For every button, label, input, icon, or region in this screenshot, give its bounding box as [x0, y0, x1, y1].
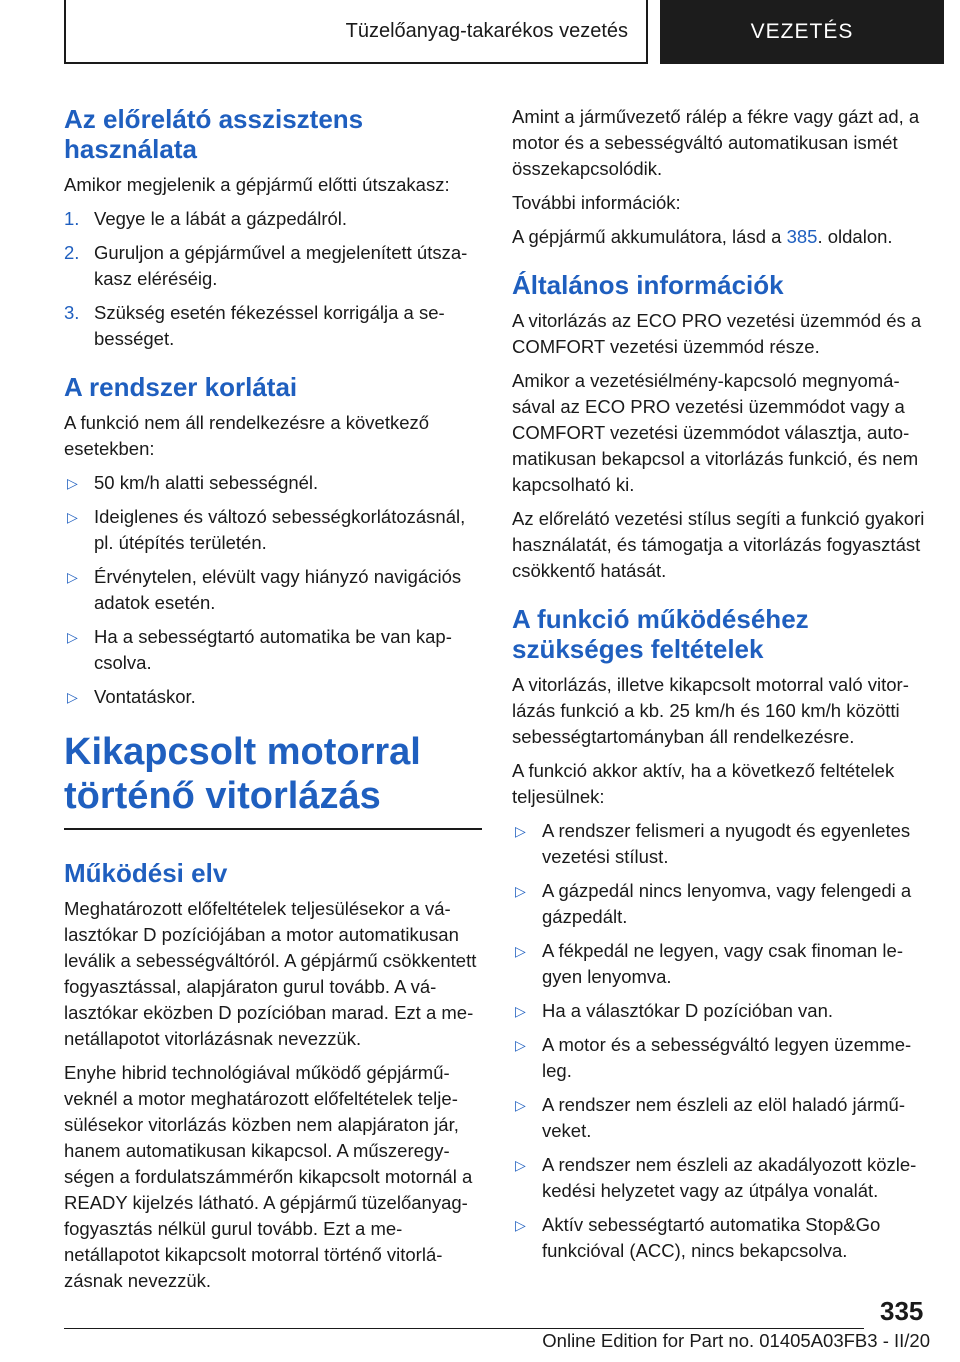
step-list: [64, 206, 482, 352]
list-item: [64, 624, 482, 676]
triangle-right-icon: ▷: [67, 475, 78, 491]
section-heading: A rendszer korlátai: [64, 372, 298, 402]
list-item: [64, 300, 482, 352]
paragraph: A vitorlázás az ECO PRO vezetési üzemmód és a COMFORT vezetési üzemmód része.: [512, 310, 922, 357]
list-item: [64, 206, 482, 232]
paragraph: Enyhe hibrid technológiával működő gépjárműveknél a motor meghatározott előfeltételek teljesülésekor vitorlázás közben nem alapjáraton jár, hanem automatikusan kikapcsol. A műszeregységen a fordulatszámmérőn kikapcsolt motornál a READY kijelzés látható. A gépjármű tüzelőanyag-fogyasztás nélkül gurul tovább. Ezt a menetállapotot kikapcsolt motorral történő vitorlázásnak nevezzük.: [64, 1062, 473, 1291]
chapter-tab-label: VEZETÉS: [750, 20, 854, 43]
list-item: [64, 470, 482, 496]
footer-divider: [64, 1328, 864, 1329]
triangle-right-icon: ▷: [67, 509, 78, 525]
list-item: [512, 878, 932, 930]
bullet-list: [64, 470, 482, 710]
section-heading: Működési elv: [64, 858, 228, 888]
list-text: 50 km/h alatti sebességnél.: [94, 472, 319, 493]
list-text: Aktív sebességtartó automatika Stop&Go funkcióval (ACC), nincs bekapcsolva.: [542, 1214, 881, 1261]
list-item: [512, 1092, 932, 1144]
list-item: [512, 1032, 932, 1084]
paragraph: Az előrelátó vezetési stílus segíti a funkció gyakori használatát, és támogatja a vitorlázás fogyasztást csökkentő hatását.: [512, 508, 925, 581]
section-heading: Általános információk: [512, 270, 784, 300]
triangle-right-icon: ▷: [515, 943, 526, 959]
page-number: 335: [880, 1296, 924, 1326]
section-heading: Az előrelátó asszisztens használata: [64, 104, 364, 164]
right-column: [512, 104, 932, 1272]
list-text: Ha a választókar D pozícióban van.: [542, 1000, 834, 1021]
triangle-right-icon: ▷: [515, 1217, 526, 1233]
list-text: A motor és a sebességváltó legyen üzemmeleg.: [542, 1034, 912, 1081]
list-text: A rendszer nem észleli az elöl haladó járműveket.: [542, 1094, 905, 1141]
chapter-tab: [660, 0, 944, 64]
triangle-right-icon: ▷: [515, 883, 526, 899]
list-item: [512, 938, 932, 990]
triangle-right-icon: ▷: [67, 569, 78, 585]
step-text: Guruljon a gépjárművel a megjelenített útszakasz eléréséig.: [94, 242, 468, 289]
paragraph: Meghatározott előfeltételek teljesülésekor a választókar D pozíciójában a motor automatikusan leválik a sebességváltóról. A gépjármű csökkentett fogyasztással, alapjáraton gurul tovább. A választókar eközben D pozícióban marad. Ezt a menetállapotot vitorlázásnak nevezzük.: [64, 898, 477, 1049]
step-number: 1.: [64, 208, 80, 229]
triangle-right-icon: ▷: [515, 1097, 526, 1113]
triangle-right-icon: ▷: [515, 1003, 526, 1019]
heading-divider: [64, 828, 482, 830]
chapter-heading: Kikapcsolt motorral történő vitorlázás: [64, 731, 421, 817]
list-item: [64, 684, 482, 710]
list-item: [512, 1152, 932, 1204]
running-header-title: Tüzelőanyag-takarékos vezetés: [345, 19, 628, 42]
list-text: A fékpedál ne legyen, vagy csak finoman legyen lenyomva.: [542, 940, 903, 987]
list-item: [512, 998, 932, 1024]
step-number: 3.: [64, 302, 80, 323]
paragraph: Amint a járművezető rálép a fékre vagy gázt ad, a motor és a sebességváltó automatikusan ismét összekapcsolódik.: [512, 106, 920, 179]
triangle-right-icon: ▷: [67, 689, 78, 705]
paragraph: Amikor a vezetésiélmény-kapcsoló megnyomásával az ECO PRO vezetési üzemmódot vagy a COMFORT vezetési üzemmódot választja, automatikusan bekapcsol a vitorlázás funkció, és nem kapcsolható ki.: [512, 370, 919, 495]
list-text: Ideiglenes és változó sebességkorlátozásnál, pl. útépítés területén.: [94, 506, 466, 553]
paragraph: Amikor megjelenik a gépjármű előtti útszakasz:: [64, 174, 450, 195]
left-column: [64, 104, 482, 1302]
paragraph: [512, 224, 932, 250]
paragraph-text: A gépjármű akkumulátora, lásd a: [512, 226, 787, 247]
step-text: Vegye le a lábát a gázpedálról.: [94, 208, 348, 229]
triangle-right-icon: ▷: [515, 823, 526, 839]
list-text: A rendszer nem észleli az akadályozott közlekedési helyzetet vagy az útpálya vonalát.: [542, 1154, 917, 1201]
list-item: [512, 1212, 932, 1264]
triangle-right-icon: ▷: [515, 1157, 526, 1173]
edition-footer: Online Edition for Part no. 01405A03FB3 - II/20: [542, 1330, 930, 1351]
section-heading: A funkció működéséhez szükséges feltételek: [512, 604, 809, 664]
list-text: Érvénytelen, elévült vagy hiányzó navigációs adatok esetén.: [94, 566, 462, 613]
step-number: 2.: [64, 242, 80, 263]
list-text: Ha a sebességtartó automatika be van kapcsolva.: [94, 626, 452, 673]
bullet-list: [512, 818, 932, 1264]
paragraph-text: . oldalon.: [817, 226, 893, 247]
list-item: [64, 504, 482, 556]
paragraph: A vitorlázás, illetve kikapcsolt motorral való vitorlázás funkció a kb. 25 km/h és 160 km/h közötti sebességtartományban áll rendelkezésre.: [512, 674, 909, 747]
triangle-right-icon: ▷: [515, 1037, 526, 1053]
paragraph: A funkció nem áll rendelkezésre a következő esetekben:: [64, 412, 430, 459]
step-text: Szükség esetén fékezéssel korrigálja a sebességet.: [94, 302, 445, 349]
list-item: [64, 240, 482, 292]
running-header: [64, 0, 648, 64]
list-text: A rendszer felismeri a nyugodt és egyenletes vezetési stílust.: [542, 820, 911, 867]
triangle-right-icon: ▷: [67, 629, 78, 645]
paragraph: A funkció akkor aktív, ha a következő feltételek teljesülnek:: [512, 760, 895, 807]
list-item: [512, 818, 932, 870]
list-text: Vontatáskor.: [94, 686, 196, 707]
list-text: A gázpedál nincs lenyomva, vagy felengedi a gázpedált.: [542, 880, 912, 927]
list-item: [64, 564, 482, 616]
paragraph: További információk:: [512, 192, 681, 213]
page-reference-link[interactable]: 385: [786, 226, 818, 247]
